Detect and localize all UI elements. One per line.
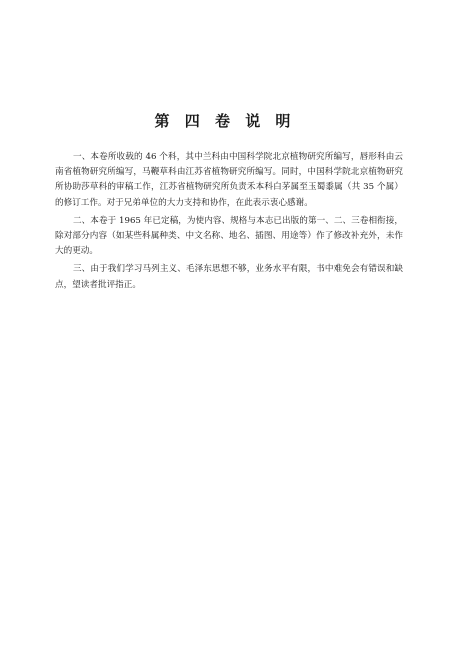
body-text — [55, 150, 403, 296]
paragraph-2: 二、本卷于 1965 年已定稿，为使内容、规格与本志已出版的第一、二、三卷相衔接，除对部分内容（如某些科属种类、中文名称、地名、插图、用途等）作了修改补充外，未作大的更动。 — [55, 215, 403, 257]
paragraph-1: 一、本卷所收载的 46 个科，其中兰科由中国科学院北京植物研究所编写，唇形科由云南省植物研究所编写，马鞭草科由江苏省植物研究所编写。同时，中国科学院北京植物研究所协助莎草科的审稿工作，江苏省植物研究所负责禾本科白茅属至玉蜀黍属（共 35 个属）的修订工作。对于兄弟单位的大力支持和协作，在此表示衷心感谢。 — [55, 152, 403, 208]
paragraph-3: 三、由于我们学习马列主义、毛泽东思想不够，业务水平有限，书中难免会有错误和缺点，望读者批评指正。 — [55, 264, 403, 290]
page-title: 第 四 卷 说 明 — [154, 112, 296, 130]
